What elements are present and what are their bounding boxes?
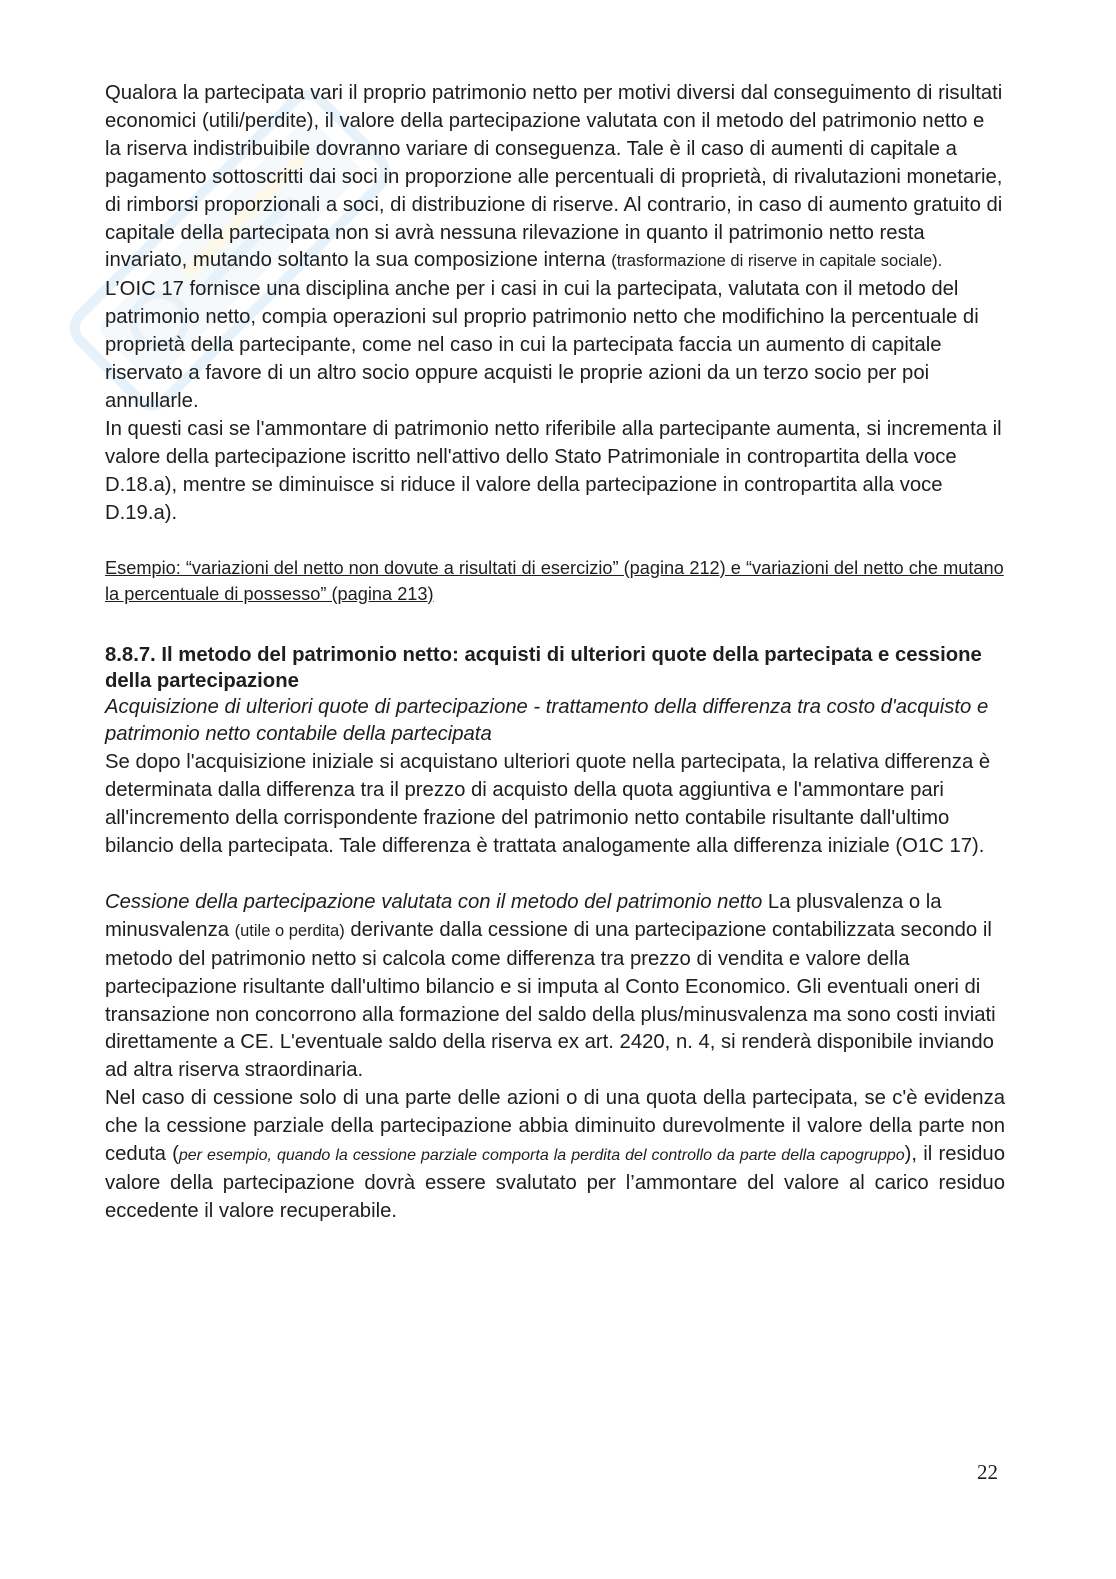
paragraph-text: La plusvalenza o la minusvalenza xyxy=(105,890,942,941)
paragraph-text: derivante dalla cessione di una partecipazione contabilizzata secondo il metodo del patrimonio netto si calcola come differenza tra prezzo di vendita e valore della partecipazione risultante dall'ultimo bilancio e si imputa al Conto Economico. Gli eventuali oneri di transazione non concorrono alla formazione del saldo della plus/minusvalenza ma sono costi inviati direttamente a CE. L'eventuale saldo della riserva ex art. 2420, n. 4, si renderà disponibile inviando ad altra riserva straordinaria. xyxy=(105,918,996,1082)
section-heading: 8.8.7. Il metodo del patrimonio netto: acquisti di ulteriori quote della partecipata e cessione della partecipazione xyxy=(105,643,982,692)
paragraph-cessione-title: Cessione della partecipazione valutata con il metodo del patrimonio netto xyxy=(105,890,763,913)
paragraph-small-note: (trasformazione di riserve in capitale sociale). xyxy=(611,252,943,271)
paragraph-cessione xyxy=(105,889,1005,1085)
paragraph-text: ), il residuo valore della partecipazione dovrà essere svalutato per l’ammontare del valore al carico residuo eccedente il valore recuperabile. xyxy=(105,1143,1005,1222)
paragraph-ulteriori-quote: Se dopo l'acquisizione iniziale si acquistano ulteriori quote nella partecipata, la relativa differenza è determinata dalla differenza tra il prezzo di acquisto della quota aggiuntiva e l'ammontare pari all'incremento della corrispondente frazione del patrimonio netto contabile risultante dall'ultimo bilancio della partecipata. Tale differenza è trattata analogamente alla differenza iniziale (O1C 17). xyxy=(105,751,991,858)
section-subheading: Acquisizione di ulteriori quote di partecipazione - trattamento della differenza tra costo d'acquisto e patrimonio netto contabile della partecipata xyxy=(105,695,989,746)
paragraph-cessione-parziale xyxy=(105,1085,1005,1226)
paragraph-questi-casi: In questi casi se l'ammontare di patrimonio netto riferibile alla partecipante aumenta, si incrementa il valore della partecipazione iscritto nell'attivo dello Stato Patrimoniale in contropartita della voce D.18.a), mentre se diminuisce si riduce il valore della partecipazione in contropartita alla voce D.19.a). xyxy=(105,417,1002,524)
paragraph-text: Qualora la partecipata vari il proprio patrimonio netto per motivi diversi dal conseguimento di risultati economici (utili/perdite), il valore della partecipazione valutata con il metodo del patrimonio netto e la riserva indistribuibile dovranno variare di conseguenza. Tale è il caso di aumenti di capitale a pagamento sottoscritti dai soci in proporzione alle percentuali di proprietà, di rivalutazioni monetarie, di rimborsi proporzionali a soci, di distribuzione di riserve. Al contrario, in caso di aumento gratuito di capitale della partecipata non si avrà nessuna rilevazione in quanto il patrimonio netto resta invariato, mutando soltanto la sua composizione interna xyxy=(105,82,1003,272)
paragraph-text: Nel caso di cessione solo di una parte delle azioni o di una quota della partecipata, se c'è evidenza che la cessione parziale della partecipazione abbia diminuito durevolmente il valore della parte non ceduta ( xyxy=(105,1087,1005,1166)
document-body xyxy=(105,80,1005,1226)
page-number: 22 xyxy=(977,1460,998,1484)
paragraph-italic-example: per esempio, quando la cessione parziale comporta la perdita del controllo da parte della capogruppo xyxy=(178,1147,905,1165)
example-reference-link: Esempio: “variazioni del netto non dovute a risultati di esercizio” (pagina 212) e “variazioni del netto che mutano la percentuale di possesso” (pagina 213) xyxy=(105,557,1004,604)
paragraph-small-note: (utile o perdita) xyxy=(234,921,345,940)
paragraph-patrimonio-netto-variazioni xyxy=(105,80,1005,276)
paragraph-oic17: L’OIC 17 fornisce una disciplina anche per i casi in cui la partecipata, valutata con il metodo del patrimonio netto, compia operazioni sul proprio patrimonio netto che modifichino la percentuale di proprietà della partecipante, come nel caso in cui la partecipata faccia un aumento di capitale riservato a favore di un altro socio oppure acquisti le proprie azioni da un terzo socio per poi annullarle. xyxy=(105,278,979,412)
